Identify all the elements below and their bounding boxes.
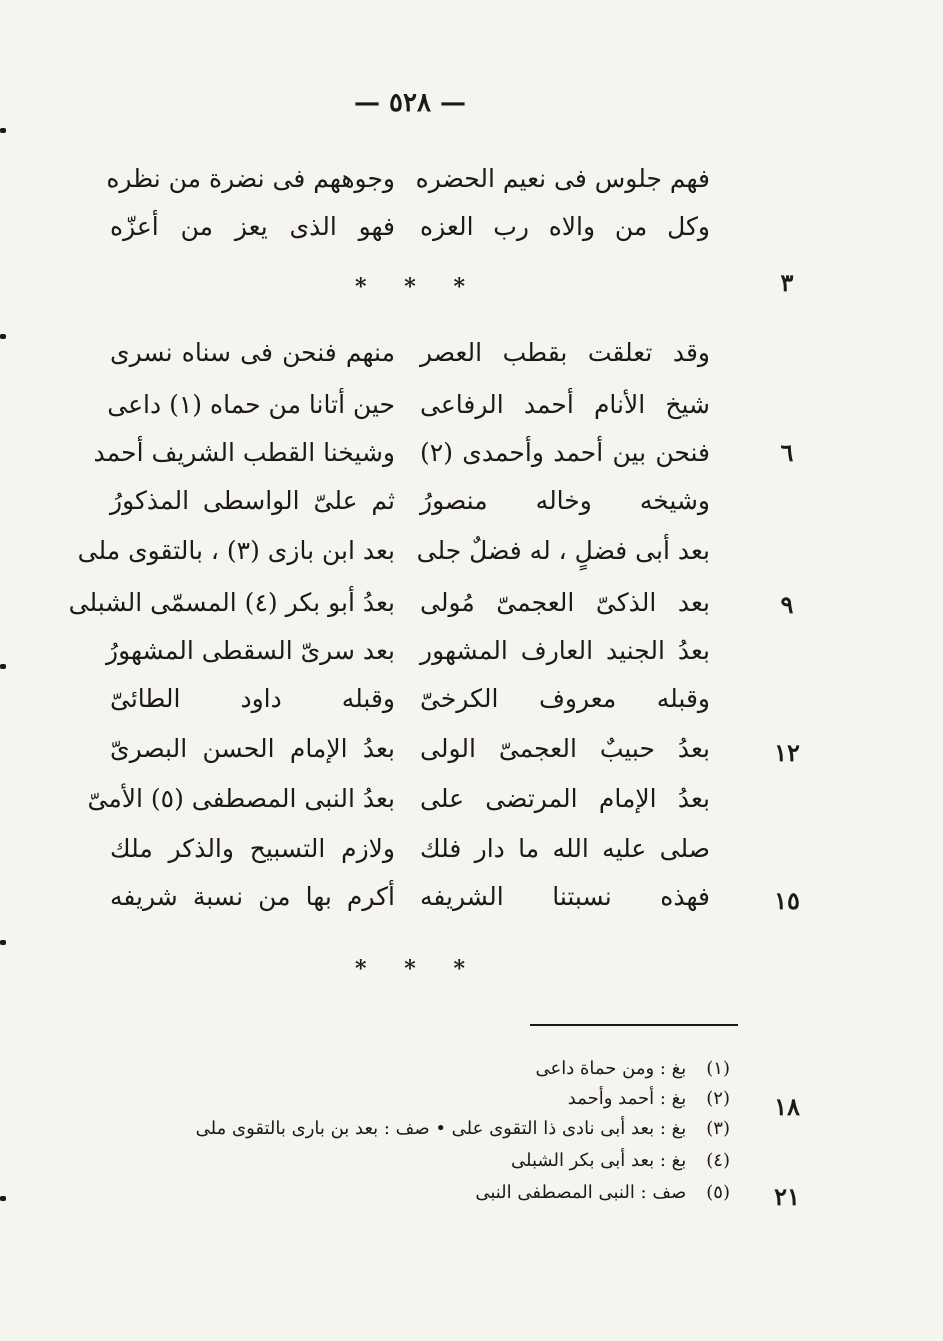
separator-star: * [453, 956, 465, 982]
line-number: ٦ [780, 438, 794, 467]
verse-second-hemistich: بعدُ الإمام الحسن البصرىّ [110, 734, 395, 763]
footnote [200, 1088, 730, 1118]
verse-line [106, 164, 710, 214]
verse-first-hemistich: وكل من والاه رب العزه [420, 212, 710, 241]
footnote-rule [530, 1024, 738, 1026]
separator-star: * [404, 956, 416, 982]
verse-line [110, 486, 710, 536]
footnote [200, 1150, 730, 1180]
section-separator [355, 956, 465, 982]
verse-second-hemistich: ولازم التسبيح والذكر ملك [110, 834, 395, 863]
footnote-mark: (٣) [706, 1118, 730, 1139]
verse-line [110, 684, 710, 734]
verse-line [87, 784, 710, 834]
line-number: ١٥ [774, 886, 800, 915]
verse-line [110, 882, 710, 932]
footnote-mark: (٥) [706, 1182, 730, 1203]
footnote-mark: (٤) [706, 1150, 730, 1171]
line-number: ٣ [780, 268, 794, 297]
verse-second-hemistich: وقبله داود الطائىّ [110, 684, 395, 713]
footnote-mark: (٢) [706, 1088, 730, 1109]
verse-second-hemistich: بعد سرىّ السقطى المشهورُ [106, 636, 395, 665]
scan-mark [0, 334, 6, 339]
verse-line [106, 636, 710, 686]
verse-line [110, 212, 710, 262]
verse-first-hemistich: وشيخه وخاله منصورُ [420, 486, 710, 515]
scan-mark [0, 128, 6, 133]
footnote [200, 1182, 730, 1212]
verse-second-hemistich: وجوههم فى نضرة من نظره [106, 164, 395, 193]
scan-mark [0, 940, 6, 945]
verse-second-hemistich: ثم علىّ الواسطى المذكورُ [110, 486, 395, 515]
line-number: ١٨ [774, 1092, 800, 1121]
verse-first-hemistich: بعدُ الإمام المرتضى على [420, 784, 710, 813]
verse-second-hemistich: أكرم بها من نسبة شريفه [110, 882, 395, 911]
verse-line [110, 734, 710, 784]
verse-first-hemistich: وقد تعلقت بقطب العصر [420, 338, 710, 367]
footnote-text: صف : النبى المصطفى النبى [475, 1182, 687, 1203]
verse-line [110, 834, 710, 884]
line-number: ٢١ [774, 1182, 800, 1211]
verse-second-hemistich: بعد ابن بازى (٣) ، بالتقوى ملى [77, 536, 395, 565]
footnote [200, 1058, 730, 1088]
page-number: — ٥٢٨ — [353, 88, 467, 118]
verse-second-hemistich: بعدُ أبو بكر (٤) المسمّى الشبلى [68, 588, 395, 617]
footnote-mark: (١) [706, 1058, 730, 1079]
verse-first-hemistich: وقبله معروف الكرخىّ [420, 684, 710, 713]
scan-mark [0, 1196, 6, 1201]
section-separator [355, 274, 465, 300]
verse-second-hemistich: بعدُ النبى المصطفى (٥) الأمىّ [87, 784, 395, 813]
verse-first-hemistich: فهم جلوس فى نعيم الحضره [415, 164, 710, 193]
verse-line [93, 438, 710, 488]
footnote-text: بغ : بعد أبى بكر الشبلى [511, 1150, 687, 1171]
verse-second-hemistich: وشيخنا القطب الشريف أحمد [93, 438, 395, 467]
verse-first-hemistich: فهذه نسبتنا الشريفه [420, 882, 710, 911]
separator-star: * [404, 274, 416, 300]
verse-line [68, 588, 710, 638]
verse-second-hemistich: فهو الذى يعز من أعزّه [110, 212, 395, 241]
verse-first-hemistich: فنحن بين أحمد وأحمدى (٢) [420, 438, 710, 467]
verse-line [110, 338, 710, 388]
separator-star: * [355, 274, 367, 300]
footnote-text: بغ : ومن حماة داعى [535, 1058, 687, 1079]
verse-first-hemistich: بعدُ الجنيد العارف المشهور [420, 636, 710, 665]
verse-line [77, 536, 710, 586]
verse-first-hemistich: بعد الذكىّ العجمىّ مُولى [420, 588, 710, 617]
line-number: ٩ [780, 590, 794, 619]
footnote-text: بغ : بعد أبى نادى ذا التقوى على • صف : بعد بن بارى بالتقوى ملى [195, 1118, 687, 1139]
scan-mark [0, 664, 6, 669]
verse-first-hemistich: بعدُ حبيبٌ العجمىّ الولى [420, 734, 710, 763]
footnote [195, 1118, 730, 1148]
footnote-text: بغ : أحمد وأحمد [567, 1088, 687, 1109]
verse-first-hemistich: صلى عليه الله ما دار فلك [420, 834, 710, 863]
separator-star: * [453, 274, 465, 300]
verse-second-hemistich: حين أتانا من حماه (١) داعى [107, 390, 395, 419]
verse-first-hemistich: شيخ الأنام أحمد الرفاعى [420, 390, 710, 419]
verse-first-hemistich: بعد أبى فضلٍ ، له فضلٌ جلى [416, 536, 710, 565]
separator-star: * [355, 956, 367, 982]
verse-line [107, 390, 710, 440]
verse-second-hemistich: منهم فنحن فى سناه نسرى [110, 338, 395, 367]
line-number: ١٢ [774, 738, 800, 767]
